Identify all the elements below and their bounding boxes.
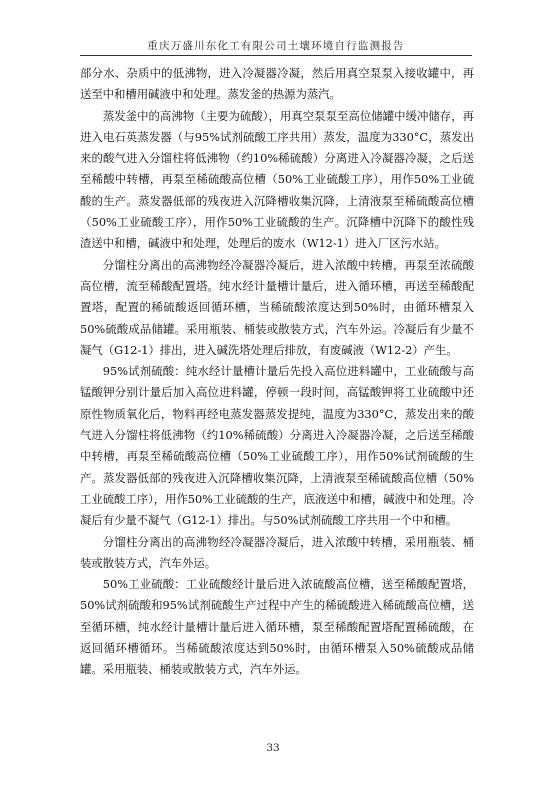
- paragraph: 蒸发釜中的高沸物（主要为硫酸），用真空泵泵至高位储罐中缓冲储存，再进入电石英蒸发器（与95%试剂硫酸工序共用）蒸发，温度为330°C，蒸发出来的酸气进入分馏柱将低沸物（约10%稀硫酸）分离进入冷凝器冷凝，之后送至稀酸中转槽，再泵至稀硫酸高位槽（50%工业硫酸工序），用作50%工业硫酸的生产。蒸发器低部的残夜进入沉降槽收集沉降，上清液泵至稀硫酸高位槽（50%工业硫酸工序），用作50%工业硫酸的生产。沉降槽中沉降下的酸性残渣送中和槽，碱液中和处理，处理后的废水（W12-1）进入厂区污水站。: [80, 108, 474, 251]
- paragraph: 分馏柱分离出的高沸物经冷凝器冷凝后，进入浓酸中转槽，再泵至浓硫酸高位槽，流至稀酸配置塔。纯水经计量槽计量后，进入循环槽，再送至稀酸配置塔，配置的稀硫酸返回循环槽，当稀硫酸浓度达到50%时，由循环槽泵入50%硫酸成品储罐。采用瓶装、桶装或散装方式，汽车外运。冷凝后有少量不凝气（G12-1）排出，进入碱洗塔处理后排放，有废碱液（W12-2）产生。: [80, 257, 474, 357]
- paragraph: 部分水、杂质中的低沸物，进入冷凝器冷凝，然后用真空泵泵入接收罐中，再送至中和槽用碱液中和处理。蒸发釜的热源为蒸汽。: [80, 66, 474, 102]
- paragraph: 95%试剂硫酸：纯水经计量槽计量后先投入高位进料罐中，工业硫酸与高锰酸钾分别计量后加入高位进料罐，停顿一段时间，高锰酸钾将工业硫酸中还原性物质氧化后，物料再经电蒸发器蒸发提纯，温度为330°C，蒸发出来的酸气进入分馏柱将低沸物（约10%稀硫酸）分离进入冷凝器冷凝，之后送至稀酸中转槽，再泵至稀硫酸高位槽（50%工业硫酸工序），用作50%试剂硫酸的生产。蒸发器低部的残夜进入沉降槽收集沉降，上清液泵至稀硫酸高位槽（50%工业硫酸工序），用作50%工业硫酸的生产，底液送中和槽，碱液中和处理。冷凝后有少量不凝气（G12-1）排出。与50%试剂硫酸工序共用一个中和槽。: [80, 364, 474, 528]
- page-header-title: 重庆万盛川东化工有限公司土壤环境自行监测报告: [147, 40, 405, 52]
- header-divider: [80, 55, 472, 56]
- page-number: 33: [266, 742, 280, 754]
- body-text: [80, 63, 474, 681]
- paragraph: 分馏柱分离出的高沸物经冷凝器冷凝后，进入浓酸中转槽，采用瓶装、桶装或散装方式，汽车外运。: [80, 534, 474, 570]
- paragraph: 50%工业硫酸：工业硫酸经计量后进入浓硫酸高位槽，送至稀酸配置塔，50%试剂硫酸和95%试剂硫酸生产过程中产生的稀硫酸进入稀硫酸高位槽，送至循环槽，纯水经计量槽计量后进入循环槽，泵至稀酸配置塔配置稀硫酸，在返回循环槽循环。当稀硫酸浓度达到50%时，由循环槽泵入50%硫酸成品储罐。采用瓶装、桶装或散装方式，汽车外运。: [80, 577, 474, 677]
